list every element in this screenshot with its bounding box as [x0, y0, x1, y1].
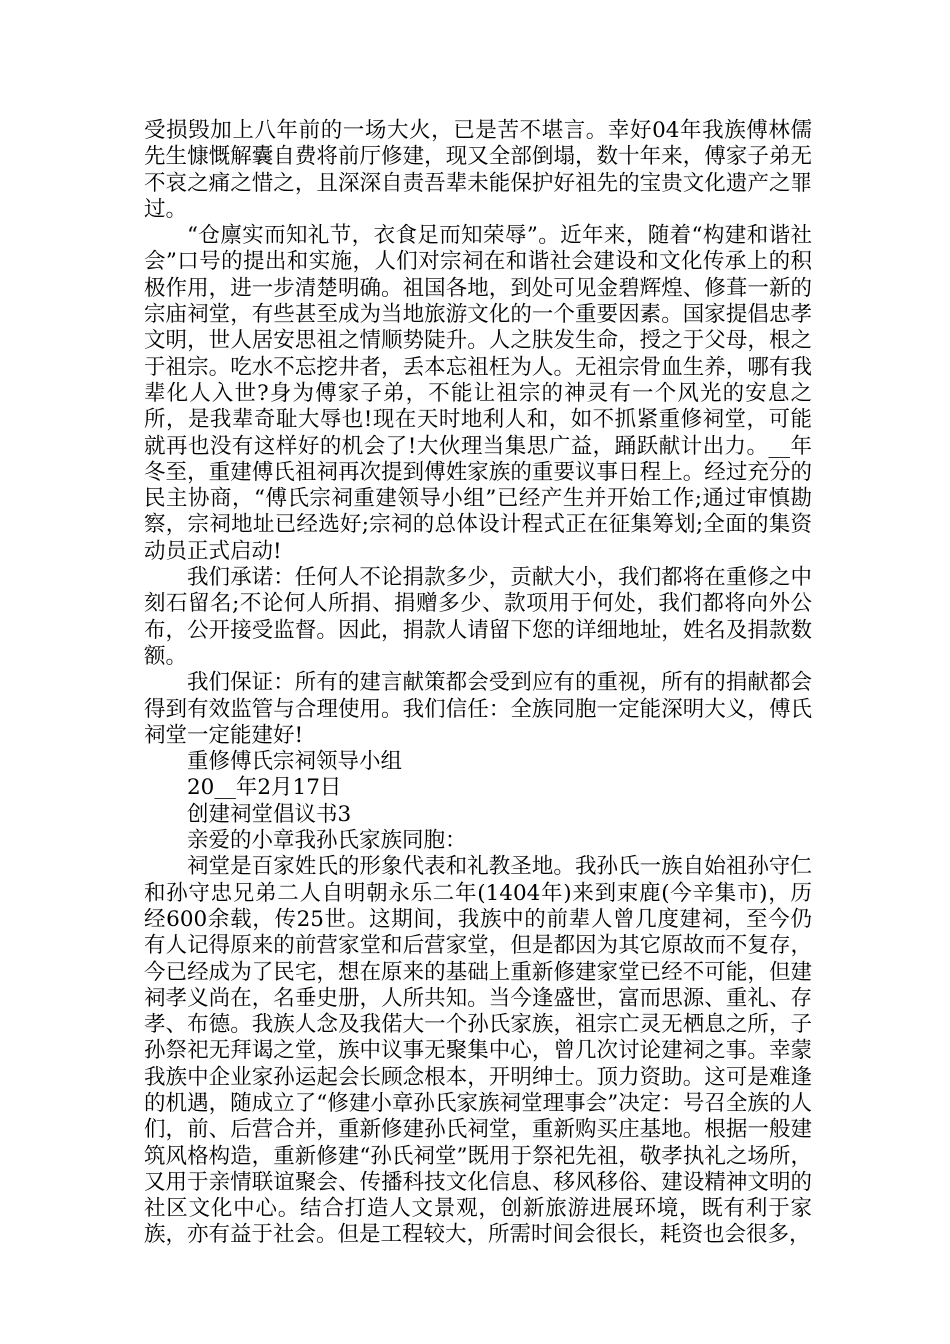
paragraph-harmonious-society: “仓廪实而知礼节，衣食足而知荣辱”。近年来，随着“构建和谐社会”口号的提出和实施，人们对宗祠在和谐社会建设和文化传承上的积极作用，进一步清楚明确。祖国各地，到处可见金碧辉煌、修葺一新的宗庙祠堂，有些甚至成为当地旅游文化的一个重要因素。国家提倡忠孝文明，世人居安思祖之情顺势陡升。人之肤发生命，授之于父母，根之于祖宗。吃水不忘挖井者，丢本忘祖枉为人。无祖宗骨血生养，哪有我辈化人入世?身为傅家子弟，不能让祖宗的神灵有一个风光的安息之所，是我辈奇耻大辱也!现在天时地利人和，如不抓紧重修祠堂，可能就再也没有这样好的机会了!大伙理当集思广益，踊跃献计出力。__年冬至，重建傅氏祖祠再次提到傅姓家族的重要议事日程上。经过充分的民主协商，“傅氏宗祠重建领导小组”已经产生并开始工作;通过审慎勘察，宗祠地址已经选好;宗祠的总体设计程式正在征集筹划;全面的集资动员正式启动! [144, 223, 812, 564]
signature-date: 20__年2月17日 [187, 775, 342, 801]
signature-group: 重修傅氏宗祠领导小组 [187, 749, 403, 775]
section-heading: 创建祠堂倡议书3 [187, 801, 352, 827]
paragraph-fire-damage: 受损毁加上八年前的一场大火，已是苦不堪言。幸好04年我族傅林儒先生慷慨解囊自费将前厅修建，现又全部倒塌，数十年来，傅家子弟无不哀之痛之惜之，且深深自责吾辈未能保护好祖先的宝贵文化遗产之罪过。 [144, 118, 812, 222]
paragraph-our-promise: 我们承诺：任何人不论捐款多少，贡献大小，我们都将在重修之中刻石留名;不论何人所捐、捐赠多少、款项用于何处，我们都将向外公布，公开接受监督。因此，捐款人请留下您的详细地址，姓名及捐款数额。 [144, 565, 812, 669]
document-page [144, 118, 812, 1249]
salutation: 亲爱的小章我孙氏家族同胞： [187, 828, 467, 854]
paragraph-ancestral-hall: 祠堂是百家姓氏的形象代表和礼教圣地。我孙氏一族自始祖孙守仁和孙守忠兄弟二人自明朝永乐二年(1404年)来到束鹿(今辛集市)，历经600余载，传25世。这期间，我族中的前辈人曾几度建祠，至今仍有人记得原来的前营家堂和后营家堂，但是都因为其它原故而不复存，今已经成为了民宅，想在原来的基础上重新修建家堂已经不可能，但建祠孝义尚在，名垂史册，人所共知。当今逢盛世，富而思源、重礼、存孝、布德。我族人念及我偌大一个孙氏家族，祖宗亡灵无栖息之所，子孙祭祀无拜谒之堂，族中议事无聚集中心，曾几次讨论建祠之事。幸蒙我族中企业家孙运起会长顾念根本，开明绅士。顶力资助。这可是难逢的机遇，随成立了“修建小章孙氏家族祠堂理事会”决定：号召全族的人们，前、后营合并，重新修建孙氏祠堂，重新购买庄基地。根据一般建筑风格构造，重新修建“孙氏祠堂”既用于祭祀先祖，敬孝执礼之场所，又用于亲情联谊聚会、传播科技文化信息、移风移俗、建设精神文明的社区文化中心。结合打造人文景观，创新旅游进展环境，既有利于家族，亦有益于社会。但是工程较大，所需时间会很长，耗资也会很多， [144, 854, 812, 1248]
paragraph-our-guarantee: 我们保证：所有的建言献策都会受到应有的重视，所有的捐献都会得到有效监管与合理使用。我们信任：全族同胞一定能深明大义，傅氏祠堂一定能建好! [144, 670, 812, 748]
